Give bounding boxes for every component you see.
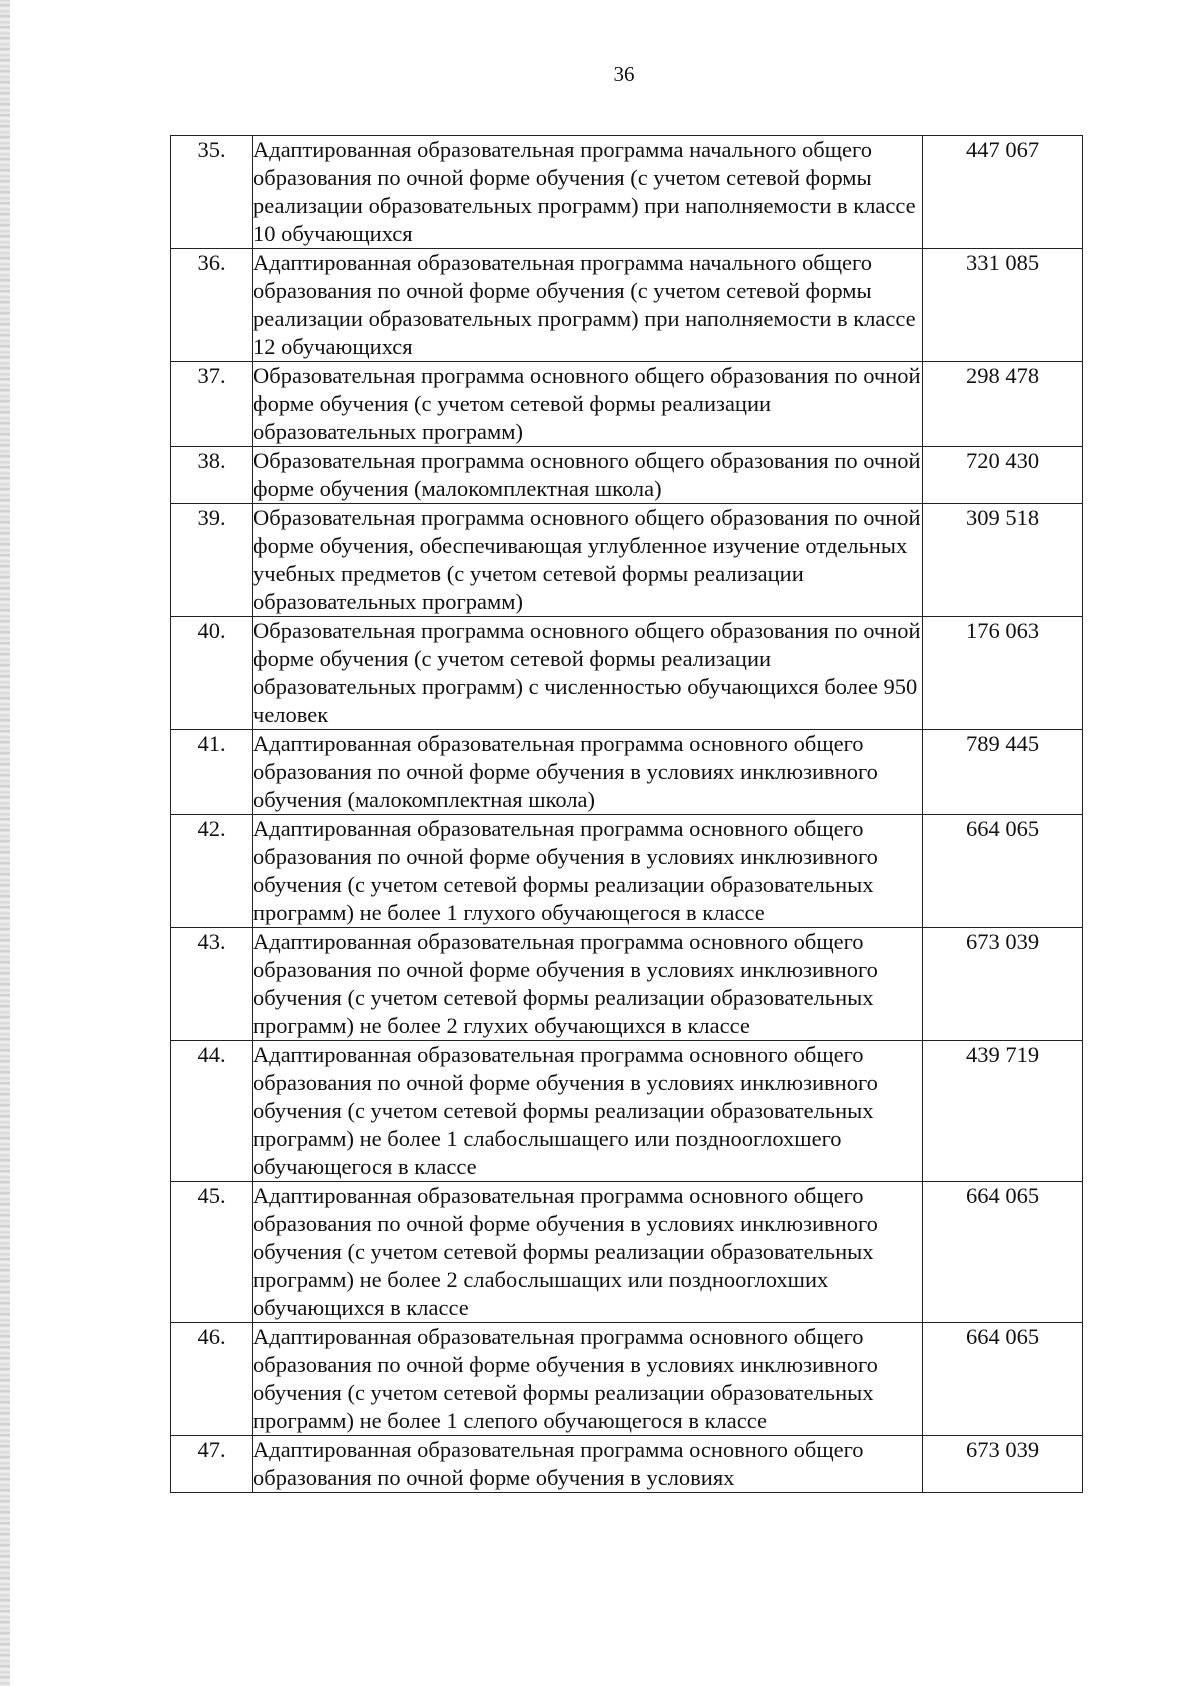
row-number: 36. [171,249,253,362]
price-table [170,135,1083,1493]
table-row [171,504,1083,617]
program-name: Адаптированная образовательная программа основного общего образования по очной форме обучения в условиях инклюзивного обучения (с учетом сетевой формы реализации образовательных программ) не более 1 глухого обучающегося в классе [253,815,923,928]
row-number: 39. [171,504,253,617]
table-row [171,617,1083,730]
cost-value: 309 518 [923,504,1083,617]
program-name: Образовательная программа основного общего образования по очной форме обучения, обеспечивающая углубленное изучение отдельных учебных предметов (с учетом сетевой формы реализации образовательных программ) [253,504,923,617]
cost-value: 664 065 [923,1182,1083,1323]
program-name: Адаптированная образовательная программа основного общего образования по очной форме обучения в условиях инклюзивного обучения (с учетом сетевой формы реализации образовательных программ) не более 2 слабослышащих или позднооглохших обучающихся в классе [253,1182,923,1323]
row-number: 37. [171,362,253,447]
table-row [171,447,1083,504]
cost-value: 176 063 [923,617,1083,730]
table-row [171,928,1083,1041]
cost-value: 331 085 [923,249,1083,362]
row-number: 38. [171,447,253,504]
cost-value: 673 039 [923,928,1083,1041]
table-row [171,136,1083,249]
program-name: Адаптированная образовательная программа основного общего образования по очной форме обучения в условиях инклюзивного обучения (с учетом сетевой формы реализации образовательных программ) не более 1 слабослышащего или позднооглохшего обучающегося в классе [253,1041,923,1182]
cost-value: 439 719 [923,1041,1083,1182]
program-name: Образовательная программа основного общего образования по очной форме обучения (малокомплектная школа) [253,447,923,504]
table-body [171,136,1083,1493]
table-row [171,1436,1083,1493]
cost-value: 664 065 [923,1323,1083,1436]
program-name: Образовательная программа основного общего образования по очной форме обучения (с учетом сетевой формы реализации образовательных программ) с численностью обучающихся более 950 человек [253,617,923,730]
cost-value: 664 065 [923,815,1083,928]
page-number: 36 [613,62,635,86]
program-name: Образовательная программа основного общего образования по очной форме обучения (с учетом сетевой формы реализации образовательных программ) [253,362,923,447]
cost-value: 789 445 [923,730,1083,815]
row-number: 42. [171,815,253,928]
program-name: Адаптированная образовательная программа основного общего образования по очной форме обучения в условиях инклюзивного обучения (с учетом сетевой формы реализации образовательных программ) не более 1 слепого обучающегося в классе [253,1323,923,1436]
row-number: 47. [171,1436,253,1493]
program-name: Адаптированная образовательная программа основного общего образования по очной форме обучения в условиях инклюзивного обучения (с учетом сетевой формы реализации образовательных программ) не более 2 глухих обучающихся в классе [253,928,923,1041]
table-row [171,1323,1083,1436]
program-name: Адаптированная образовательная программа начального общего образования по очной форме обучения (с учетом сетевой формы реализации образовательных программ) при наполняемости в классе 12 обучающихся [253,249,923,362]
table-row [171,362,1083,447]
row-number: 35. [171,136,253,249]
table-row [171,730,1083,815]
program-name: Адаптированная образовательная программа основного общего образования по очной форме обучения в условиях [253,1436,923,1493]
table-row [171,815,1083,928]
scan-edge [0,0,10,1686]
row-number: 41. [171,730,253,815]
row-number: 43. [171,928,253,1041]
table-row [171,1041,1083,1182]
row-number: 46. [171,1323,253,1436]
cost-value: 298 478 [923,362,1083,447]
table-row [171,1182,1083,1323]
program-name: Адаптированная образовательная программа основного общего образования по очной форме обучения в условиях инклюзивного обучения (малокомплектная школа) [253,730,923,815]
table-row [171,249,1083,362]
cost-value: 673 039 [923,1436,1083,1493]
cost-value: 720 430 [923,447,1083,504]
row-number: 45. [171,1182,253,1323]
row-number: 44. [171,1041,253,1182]
program-name: Адаптированная образовательная программа начального общего образования по очной форме обучения (с учетом сетевой формы реализации образовательных программ) при наполняемости в классе 10 обучающихся [253,136,923,249]
cost-value: 447 067 [923,136,1083,249]
row-number: 40. [171,617,253,730]
